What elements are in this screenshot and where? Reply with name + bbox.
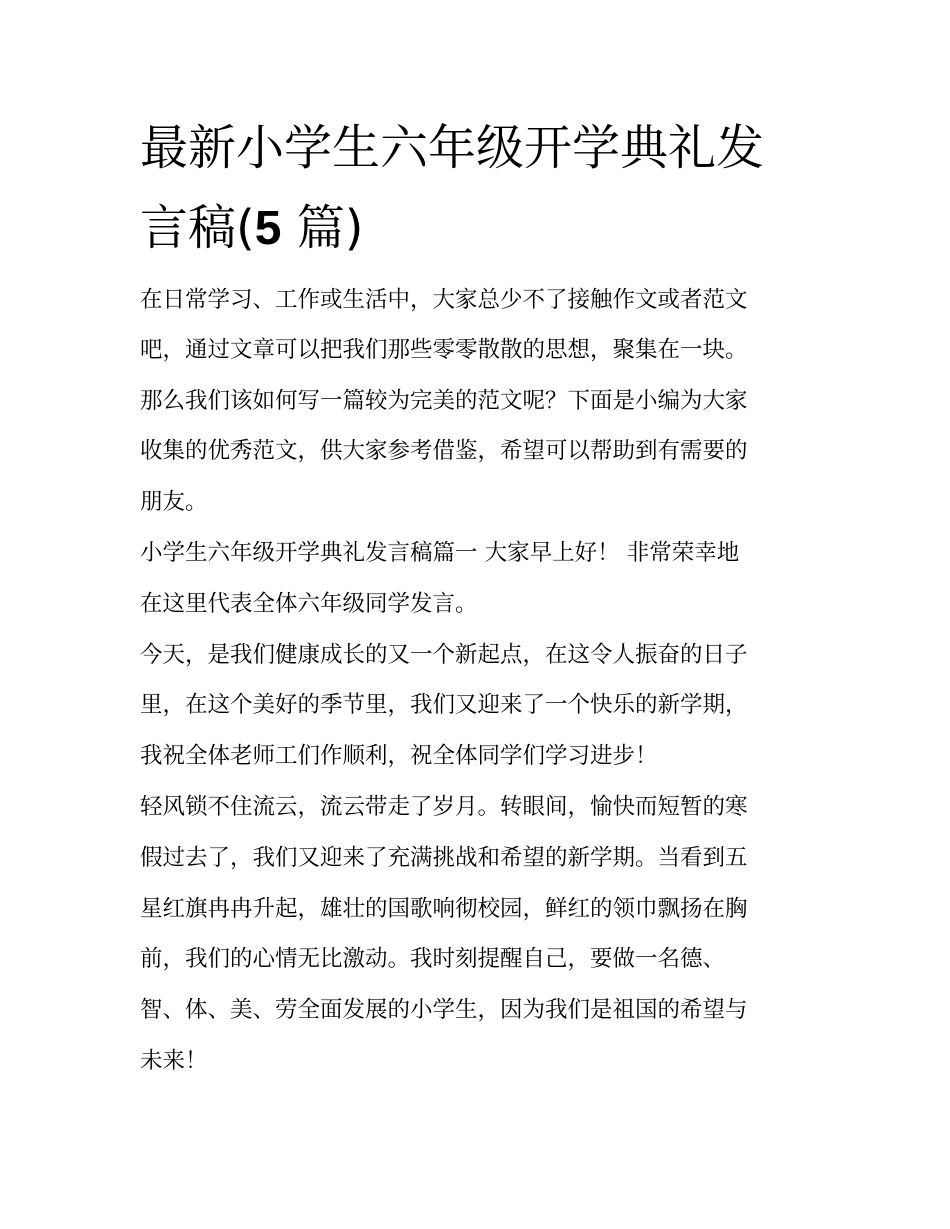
paragraph-3-line-1: 今天，是我们健康成长的又一个新起点，在这令人振奋的日子	[140, 642, 748, 668]
document-title-line-2	[140, 198, 363, 259]
paragraph-2-line-2: 在这里代表全体六年级同学发言。	[140, 591, 478, 617]
paragraph-1-line-1: 在日常学习、工作或生活中，大家总少不了接触作文或者范文	[140, 287, 748, 313]
title-suffix: 篇)	[281, 200, 364, 256]
paragraph-4-line-4: 前，我们的心情无比激动。我时刻提醒自己，要做一名德、	[140, 946, 726, 972]
paragraph-1-line-5: 朋友。	[140, 489, 208, 515]
title-prefix: 言稿(	[140, 200, 255, 256]
paragraph-4-line-6: 未来！	[140, 1048, 208, 1074]
document-title-line-1: 最新小学生六年级开学典礼发	[140, 120, 765, 176]
paragraph-4-line-3: 星红旗冉冉升起，雄壮的国歌响彻校园，鲜红的领巾飘扬在胸	[140, 896, 748, 922]
paragraph-4-line-1: 轻风锁不住流云，流云带走了岁月。转眼间，愉快而短暂的寒	[140, 794, 748, 820]
paragraph-4-line-5: 智、体、美、劳全面发展的小学生，因为我们是祖国的希望与	[140, 997, 748, 1023]
paragraph-2-line-1: 小学生六年级开学典礼发言稿篇一 大家早上好！ 非常荣幸地	[140, 540, 740, 566]
paragraph-3-line-2: 里，在这个美好的季节里，我们又迎来了一个快乐的新学期，	[140, 692, 748, 718]
paragraph-1-line-4: 收集的优秀范文，供大家参考借鉴，希望可以帮助到有需要的	[140, 438, 748, 464]
paragraph-4-line-2: 假过去了，我们又迎来了充满挑战和希望的新学期。当看到五	[140, 845, 748, 871]
title-number: 5	[254, 202, 282, 255]
paragraph-1-line-2: 吧，通过文章可以把我们那些零零散散的思想，聚集在一块。	[140, 337, 748, 363]
paragraph-3-line-3: 我祝全体老师工们作顺利，祝全体同学们学习进步！	[140, 743, 658, 769]
paragraph-1-line-3: 那么我们该如何写一篇较为完美的范文呢？下面是小编为大家	[140, 388, 748, 414]
